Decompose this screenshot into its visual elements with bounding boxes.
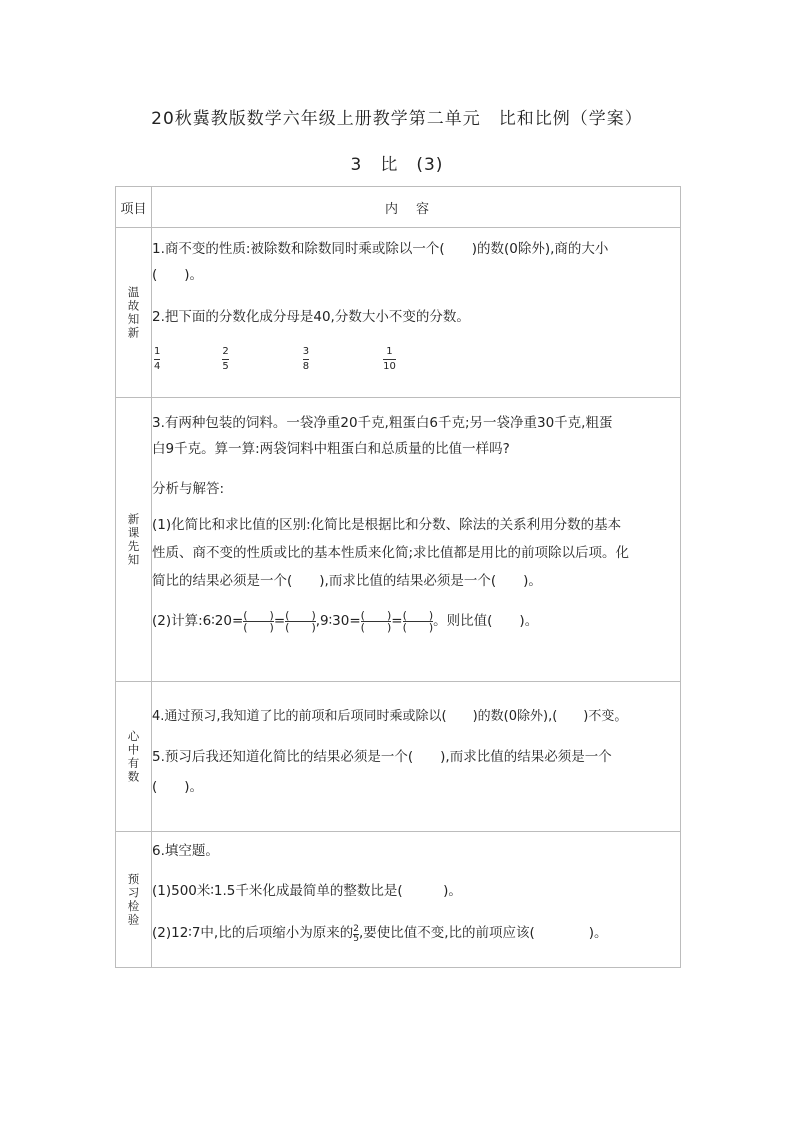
column-header-item: 项目	[116, 187, 152, 228]
blank-fraction: ( ) ( )	[285, 608, 316, 634]
blank-fraction: ( ) ( )	[243, 608, 274, 634]
section-new-lesson	[116, 398, 681, 682]
worksheet-table	[115, 186, 681, 968]
question-5-line-1: 5.预习后我还知道化简比的结果必须是一个( ),而求比值的结果必须是一个	[152, 749, 612, 765]
section-label-text: 温故知新	[126, 285, 141, 340]
question-6-1: (1)500米∶1.5千米化成最简单的整数比是( )。	[152, 883, 462, 899]
analysis-1-line-1: (1)化简比和求比值的区别:化简比是根据比和分数、除法的关系利用分数的基本	[152, 517, 622, 533]
section-label-self-check	[116, 730, 151, 784]
fraction-list	[152, 346, 680, 373]
question-5-line-2: ( )。	[152, 779, 204, 795]
column-header-content: 内容	[152, 187, 681, 228]
question-1-line-1: 1.商不变的性质:被除数和除数同时乘或除以一个( )的数(0除外),商的大小	[152, 241, 609, 257]
fraction-3-8: $\frac{3}{8}$	[302, 346, 310, 372]
section-label-review	[116, 286, 151, 340]
section-self-check	[116, 682, 681, 832]
analysis-1-line-2: 性质、商不变的性质或比的基本性质来化简;求比值都是用比的前项除以后项。化	[152, 545, 630, 561]
fraction-2-5: $\frac{2}{5}$	[222, 346, 229, 372]
section-preview-test	[116, 832, 681, 968]
section-label-text: 预习检验	[126, 872, 141, 927]
page-title: 20秋冀教版数学六年级上册教学第二单元 比和比例（学案）	[151, 109, 643, 129]
blank-fraction: ( ) ( )	[402, 608, 434, 634]
fraction-2-5: $\frac{2}{5}$	[353, 924, 359, 944]
blank-fraction: ( ) ( )	[360, 608, 392, 634]
fraction-1-10: $\frac{1}{10}$	[383, 346, 396, 372]
analysis-1-line-3: 简比的结果必须是一个( ),而求比值的结果必须是一个( )。	[152, 573, 542, 589]
question-3-line-1: 3.有两种包装的饲料。一袋净重20千克,粗蛋白6千克;另一袋净重30千克,粗蛋	[152, 415, 613, 431]
question-6: 6.填空题。	[152, 843, 219, 859]
fraction-1-4: $\frac{1}{4}$	[154, 346, 161, 372]
lesson-subtitle: 3 比 (3)	[350, 155, 444, 175]
section-review	[116, 228, 681, 398]
section-label-preview-test	[116, 873, 151, 927]
section-label-text: 新课先知	[126, 512, 141, 567]
analysis-2-calc: (2)计算:6∶20= ( ) ( ) = ( ) ( ) ,9∶30= ( ) ( ) = ( ) ( ) 。则比值( )。	[152, 608, 539, 634]
question-3-line-2: 白9千克。算一算:两袋饲料中粗蛋白和总质量的比值一样吗?	[152, 441, 510, 457]
section-label-text: 心中有数	[126, 729, 141, 784]
section-label-new-lesson	[116, 513, 151, 567]
header-row	[116, 187, 681, 228]
question-2: 2.把下面的分数化成分母是40,分数大小不变的分数。	[152, 309, 470, 325]
question-4: 4.通过预习,我知道了比的前项和后项同时乘或除以( )的数(0除外),( )不变。	[152, 709, 628, 724]
question-1-line-2: ( )。	[152, 267, 204, 283]
question-6-2: (2)12∶7中,比的后项缩小为原来的 $\frac{2}{5}$ ,要使比值不变,比的前项应该( )。	[152, 924, 608, 944]
analysis-heading: 分析与解答:	[152, 481, 225, 497]
